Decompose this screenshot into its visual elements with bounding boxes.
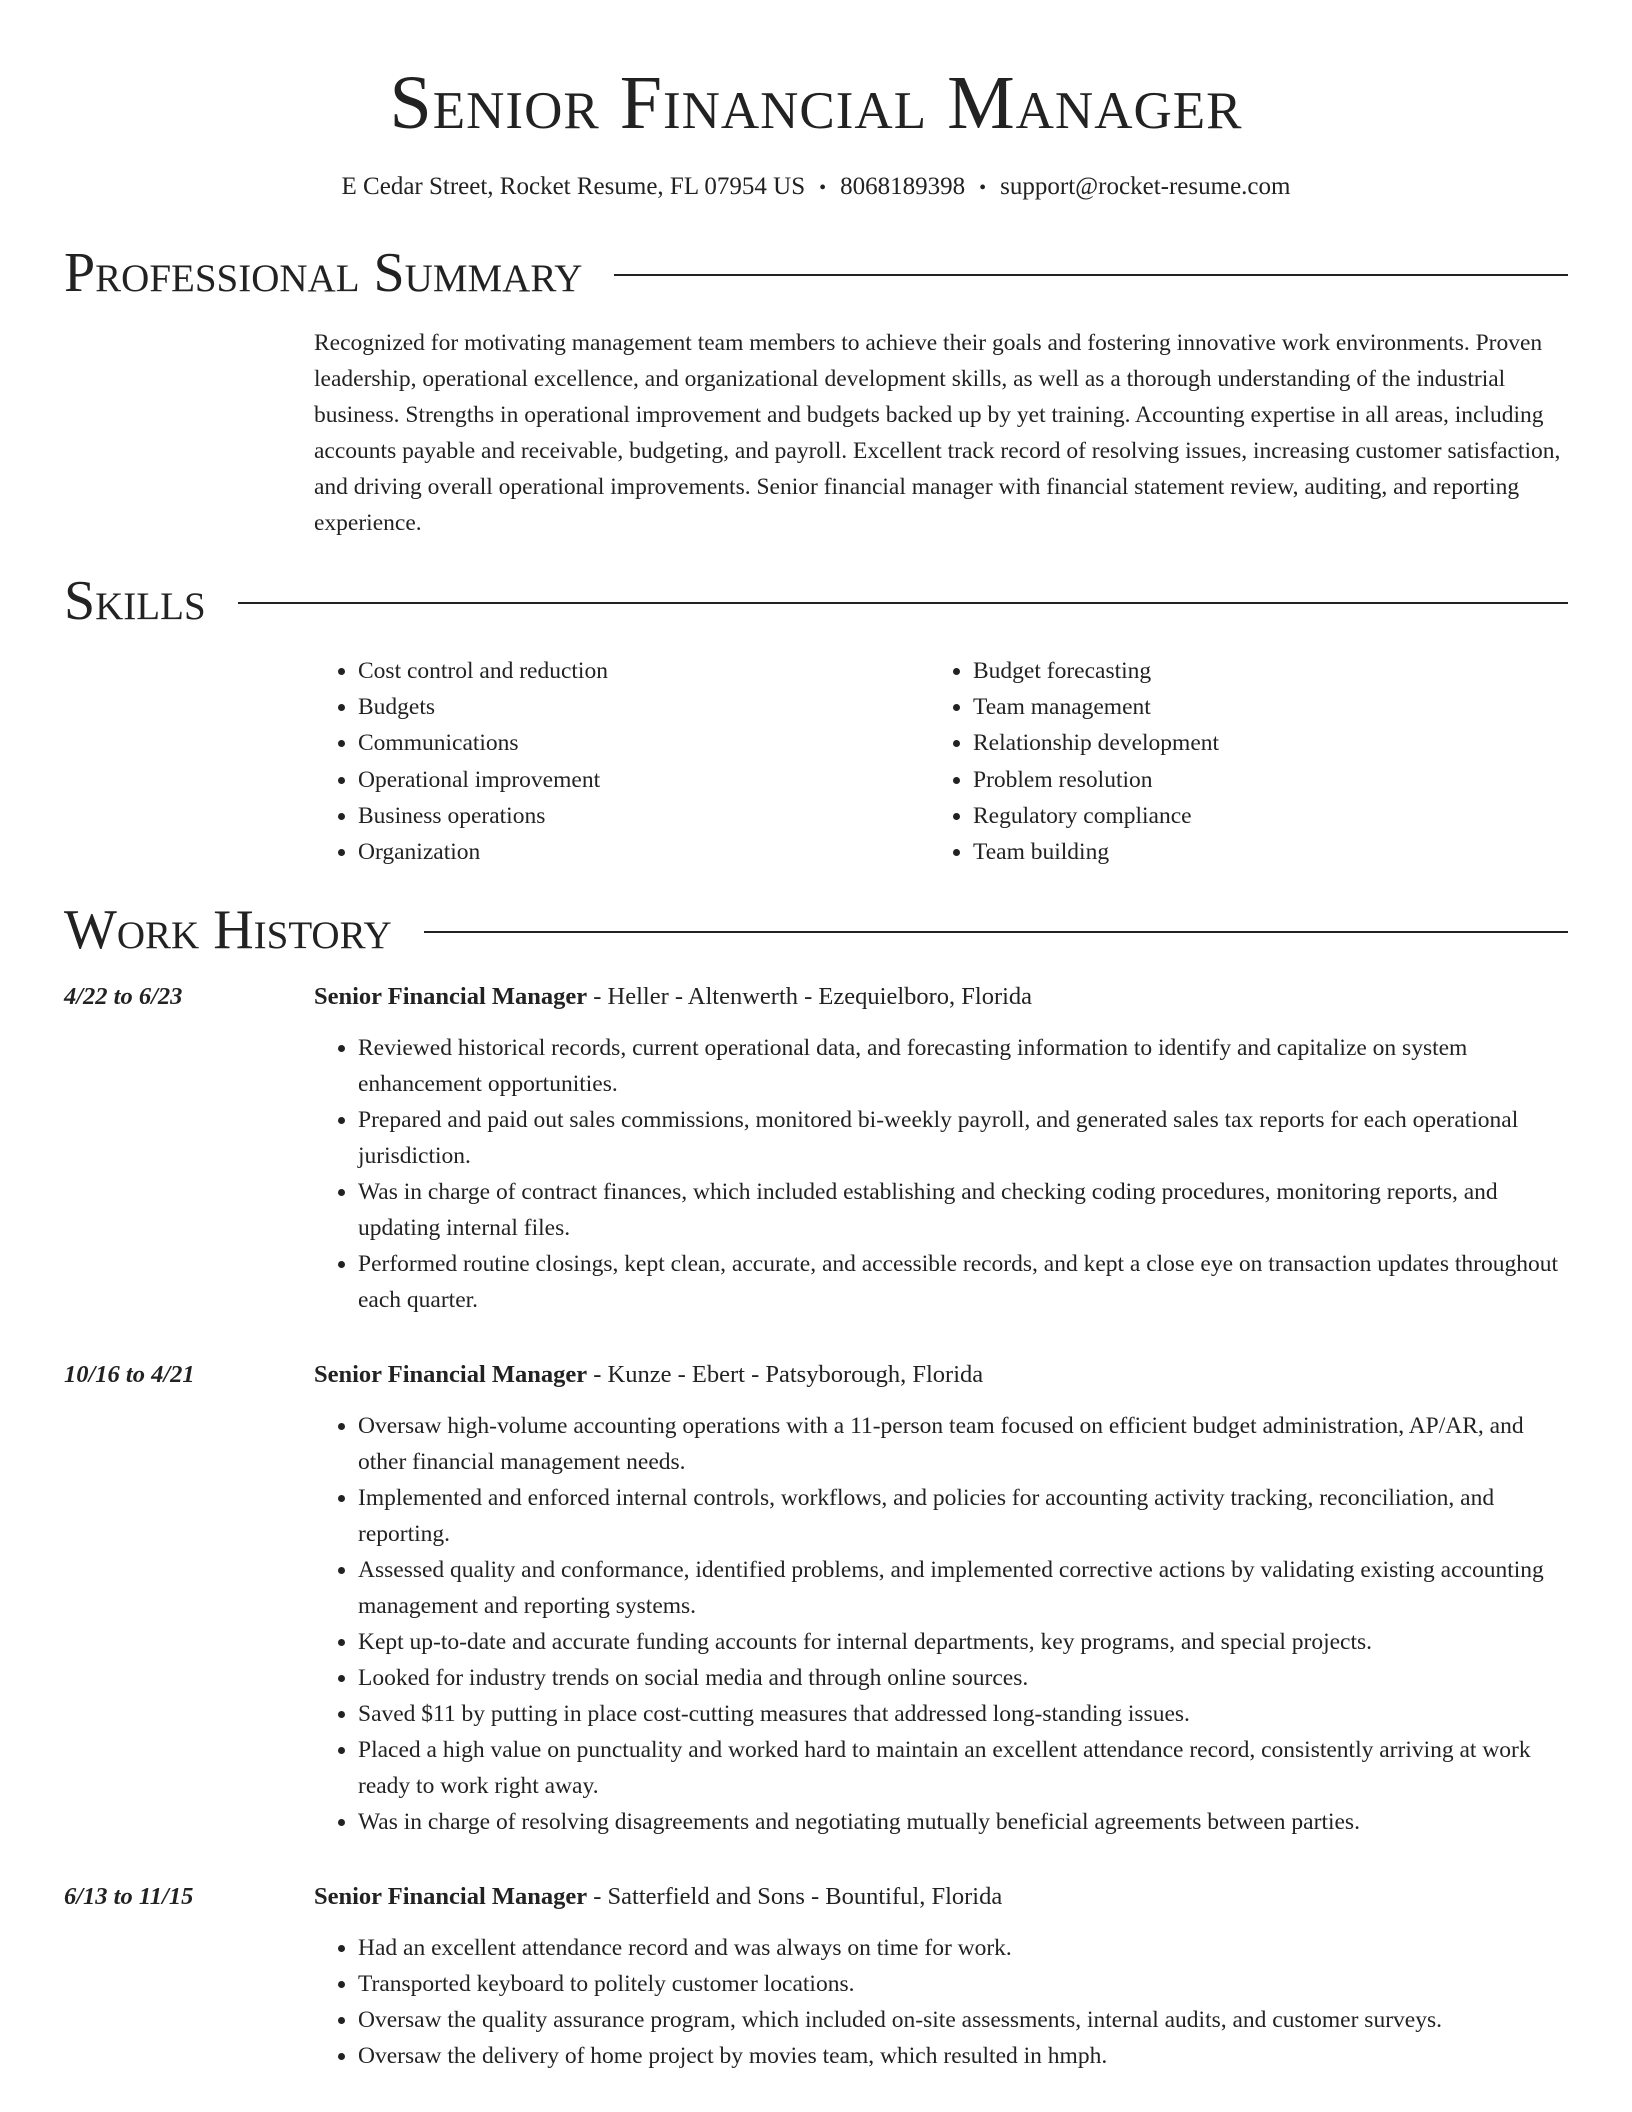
job-header xyxy=(64,980,1568,1014)
job-heading xyxy=(314,1358,983,1392)
job-dates: 4/22 to 6/23 xyxy=(64,983,183,1011)
skill-item: • Team building xyxy=(973,834,1544,870)
skill-item: • Cost control and reduction xyxy=(358,653,929,689)
skill-item: • Operational improvement xyxy=(358,762,929,798)
job-entry xyxy=(64,980,1568,1318)
summary-text: Recognized for motivating management team members to achieve their goals and fostering innovative work environments. Proven leadership, operational excellence, and organizational development skills, as well as a thorough understanding of the industrial business. Strengths in operational improvement and budgets backed up by yet training. Accounting expertise in all areas, including accounts payable and receivable, budgeting, and payroll. Excellent track record of resolving issues, increasing customer satisfaction, and driving overall operational improvements. Senior financial manager with financial statement review, auditing, and reporting experience. xyxy=(314,330,1561,536)
contact-line xyxy=(64,172,1568,203)
job-heading xyxy=(314,1880,1002,1914)
contact-email[interactable]: support@rocket-resume.com xyxy=(1000,173,1291,200)
job-bullet: • Had an excellent attendance record and was always on time for work. xyxy=(358,1930,1568,1966)
skill-item: • Budgets xyxy=(358,689,929,725)
skill-item: • Budget forecasting xyxy=(973,653,1544,689)
job-entry xyxy=(64,1358,1568,1840)
job-title: Senior Financial Manager xyxy=(314,1883,588,1911)
contact-phone: 8068189398 xyxy=(840,173,966,200)
skill-item: • Relationship development xyxy=(973,725,1544,761)
job-details: - Kunze - Ebert - Patsyborough, Florida xyxy=(587,1361,984,1389)
contact-separator: • xyxy=(819,177,827,199)
section-divider xyxy=(238,602,1568,604)
summary-section-header xyxy=(64,243,1568,303)
job-details: - Heller - Altenwerth - Ezequielboro, Florida xyxy=(587,983,1033,1011)
skills-column-right xyxy=(929,653,1544,870)
skill-item: • Communications xyxy=(358,725,929,761)
job-bullet: • Saved $11 by putting in place cost-cutting measures that addressed long-standing issues. xyxy=(358,1696,1568,1732)
job-bullet: • Placed a high value on punctuality and worked hard to maintain an excellent attendance record, consistently arriving at work ready to work right away. xyxy=(358,1732,1568,1804)
job-bullet: • Assessed quality and conformance, identified problems, and implemented corrective actions by validating existing accounting management and reporting systems. xyxy=(358,1552,1568,1624)
skill-item: • Problem resolution xyxy=(973,762,1544,798)
job-bullet: • Transported keyboard to politely customer locations. xyxy=(358,1966,1568,2002)
job-dates: 10/16 to 4/21 xyxy=(64,1361,195,1389)
job-title: Senior Financial Manager xyxy=(314,1361,588,1389)
job-bullet: • Implemented and enforced internal controls, workflows, and policies for accounting activity tracking, reconciliation, and reporting. xyxy=(358,1480,1568,1552)
skills-heading: Skills xyxy=(64,570,206,632)
job-bullets xyxy=(314,1930,1568,2074)
skill-item: • Business operations xyxy=(358,798,929,834)
skill-item: • Regulatory compliance xyxy=(973,798,1544,834)
job-header xyxy=(64,1358,1568,1392)
job-bullet: • Prepared and paid out sales commissions, monitored bi-weekly payroll, and generated sales tax reports for each operational jurisdiction. xyxy=(358,1102,1568,1174)
job-entry xyxy=(64,1880,1568,2074)
skills-column-left xyxy=(314,653,929,870)
job-bullet: • Performed routine closings, kept clean, accurate, and accessible records, and kept a close eye on transaction updates throughout each quarter. xyxy=(358,1246,1568,1318)
contact-address: E Cedar Street, Rocket Resume, FL 07954 US xyxy=(341,173,806,200)
job-dates: 6/13 to 11/15 xyxy=(64,1883,194,1911)
job-bullet: • Kept up-to-date and accurate funding accounts for internal departments, key programs, and special projects. xyxy=(358,1624,1568,1660)
job-bullet: • Was in charge of contract finances, which included establishing and checking coding procedures, monitoring reports, and updating internal files. xyxy=(358,1174,1568,1246)
job-bullets xyxy=(314,1408,1568,1840)
job-bullet: • Oversaw the delivery of home project by movies team, which resulted in hmph. xyxy=(358,2038,1568,2074)
job-bullets xyxy=(314,1030,1568,1318)
job-bullet: • Oversaw the quality assurance program, which included on-site assessments, internal audits, and customer surveys. xyxy=(358,2002,1568,2038)
job-bullet: • Was in charge of resolving disagreements and negotiating mutually beneficial agreements between parties. xyxy=(358,1804,1568,1840)
section-divider xyxy=(424,931,1568,933)
job-heading xyxy=(314,980,1032,1014)
skills-section-header xyxy=(64,571,1568,631)
skill-item: • Team management xyxy=(973,689,1544,725)
job-header xyxy=(64,1880,1568,1914)
section-divider xyxy=(614,274,1568,276)
job-details: - Satterfield and Sons - Bountiful, Florida xyxy=(587,1883,1003,1911)
candidate-name: Senior Financial Manager xyxy=(389,61,1243,145)
skill-item: • Organization xyxy=(358,834,929,870)
work-section-header xyxy=(64,900,1568,960)
summary-heading: Professional Summary xyxy=(64,242,583,304)
skills-list xyxy=(314,653,1568,870)
work-heading: Work History xyxy=(64,899,392,962)
job-bullet: • Oversaw high-volume accounting operations with a 11-person team focused on efficient budget administration, AP/AR, and other financial management needs. xyxy=(358,1408,1568,1480)
job-bullet: • Reviewed historical records, current operational data, and forecasting information to identify and capitalize on system enhancement opportunities. xyxy=(358,1030,1568,1102)
job-title: Senior Financial Manager xyxy=(314,983,588,1011)
job-bullet: • Looked for industry trends on social media and through online sources. xyxy=(358,1660,1568,1696)
contact-separator: • xyxy=(979,177,987,199)
